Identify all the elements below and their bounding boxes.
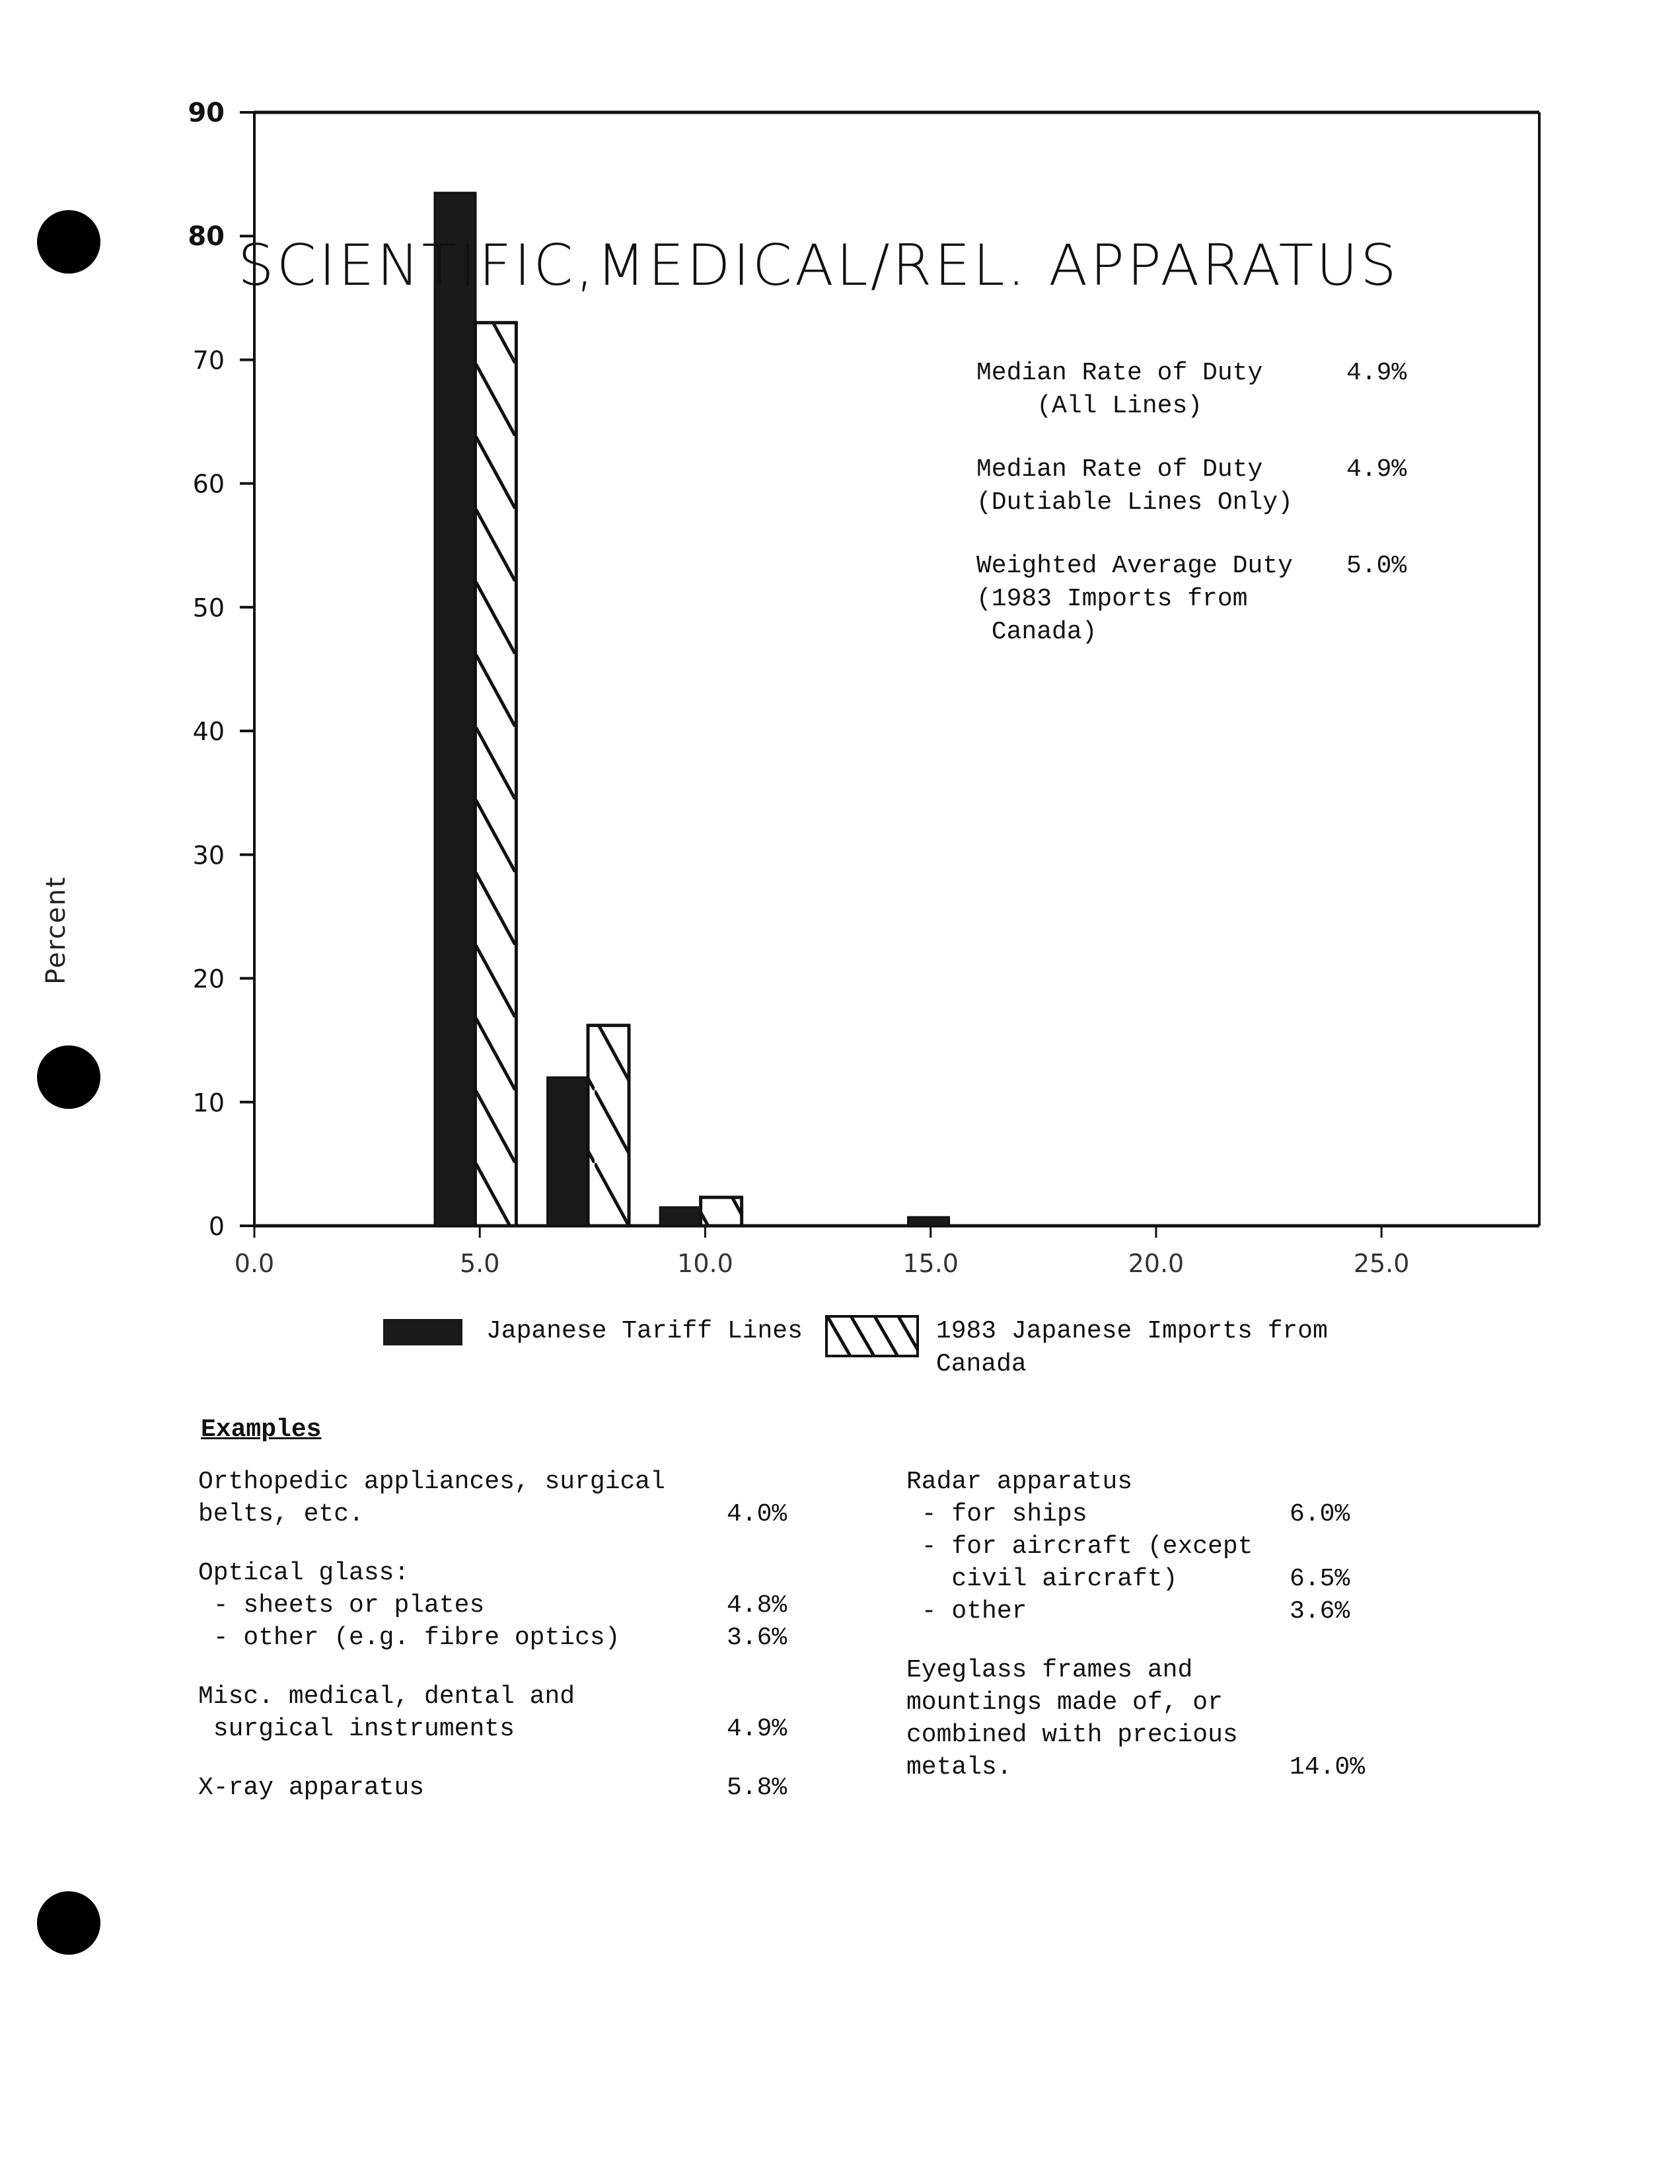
- bar-tariff-lines: [660, 1207, 701, 1226]
- y-tick-label: 30: [192, 841, 225, 870]
- example-line: [198, 1466, 793, 1498]
- y-tick-label: 20: [192, 964, 225, 994]
- summary-stat: [976, 550, 1439, 649]
- y-axis-label: Percent: [41, 876, 71, 985]
- example-text: - other (e.g. fibre optics): [198, 1624, 620, 1652]
- legend-swatch-tariff-lines: [383, 1319, 462, 1345]
- summary-stat-label: Median Rate of Duty (All Lines): [976, 359, 1263, 420]
- example-line: [906, 1595, 1448, 1628]
- summary-stat-value: 4.9%: [1346, 359, 1407, 387]
- example-line: [906, 1719, 1448, 1751]
- bar-imports: [588, 1026, 629, 1226]
- example-text: combined with precious: [906, 1721, 1238, 1749]
- example-group: [198, 1557, 793, 1654]
- y-tick-label: 40: [192, 717, 225, 747]
- example-rate: 6.0%: [1290, 1500, 1350, 1528]
- example-line: [906, 1530, 1448, 1563]
- example-group: [906, 1654, 1448, 1784]
- summary-stat-value: 5.0%: [1346, 552, 1407, 580]
- bar-imports: [701, 1197, 742, 1226]
- example-line: [198, 1589, 793, 1622]
- x-tick-label: 0.0: [234, 1249, 275, 1278]
- bars: [435, 193, 949, 1226]
- example-line: [906, 1654, 1448, 1686]
- example-text: X-ray apparatus: [198, 1774, 425, 1802]
- example-line: [198, 1498, 793, 1530]
- example-text: Orthopedic appliances, surgical: [198, 1468, 665, 1496]
- example-text: civil aircraft): [906, 1565, 1178, 1593]
- example-line: [198, 1772, 793, 1804]
- summary-stat: [976, 357, 1439, 423]
- examples-left-column: [198, 1466, 793, 1830]
- x-tick-label: 10.0: [677, 1249, 733, 1278]
- summary-stat-value: 4.9%: [1346, 455, 1407, 484]
- example-line: [198, 1713, 793, 1745]
- example-text: Optical glass:: [198, 1559, 410, 1587]
- x-tick-label: 5.0: [460, 1249, 500, 1278]
- examples-right-column: [906, 1466, 1448, 1810]
- example-rate: 3.6%: [727, 1624, 787, 1652]
- y-tick-label: 10: [192, 1088, 225, 1117]
- example-rate: 4.0%: [727, 1500, 787, 1528]
- example-text: - sheets or plates: [198, 1591, 485, 1620]
- example-rate: 5.8%: [727, 1774, 787, 1802]
- summary-stat-label: Median Rate of Duty (Dutiable Lines Only): [976, 455, 1293, 517]
- example-rate: 6.5%: [1290, 1565, 1350, 1593]
- example-text: belts, etc.: [198, 1500, 364, 1528]
- x-axis: [235, 1226, 1410, 1278]
- y-tick-label: 60: [192, 469, 225, 499]
- y-tick-label: 50: [192, 593, 225, 622]
- y-tick-label: 70: [192, 346, 225, 375]
- example-line: [198, 1557, 793, 1589]
- legend: [383, 1315, 1328, 1381]
- x-tick-label: 25.0: [1353, 1249, 1410, 1278]
- example-line: [906, 1686, 1448, 1719]
- example-line: [906, 1498, 1448, 1530]
- x-tick-label: 15.0: [902, 1249, 959, 1278]
- example-rate: 4.9%: [727, 1715, 787, 1743]
- bar-tariff-lines: [908, 1217, 949, 1226]
- example-rate: 3.6%: [1290, 1597, 1350, 1626]
- example-group: [906, 1466, 1448, 1628]
- examples-heading: Examples: [201, 1415, 322, 1444]
- example-text: Radar apparatus: [906, 1468, 1133, 1496]
- binder-hole-bottom: [37, 1891, 100, 1955]
- example-text: Eyeglass frames and: [906, 1656, 1193, 1684]
- example-group: [198, 1466, 793, 1530]
- legend-label-imports: 1983 Japanese Imports from Canada: [935, 1317, 1328, 1378]
- chart-title: SCIENTIFIC,MEDICAL/REL. APPARATUS: [238, 233, 1399, 299]
- x-tick-label: 20.0: [1128, 1249, 1185, 1278]
- summary-stat: [976, 453, 1439, 519]
- example-text: mountings made of, or: [906, 1688, 1223, 1717]
- example-line: [906, 1466, 1448, 1498]
- example-line: [198, 1680, 793, 1713]
- summary-stat-label: Weighted Average Duty (1983 Imports from Canada): [976, 552, 1293, 646]
- example-text: surgical instruments: [198, 1715, 515, 1743]
- y-tick-label: 80: [188, 221, 225, 252]
- example-line: [906, 1563, 1448, 1595]
- legend-swatch-imports: [825, 1315, 919, 1357]
- example-text: metals.: [906, 1753, 1012, 1782]
- y-tick-label: 0: [208, 1212, 225, 1241]
- example-text: Misc. medical, dental and: [198, 1682, 575, 1711]
- bar-tariff-lines: [548, 1077, 589, 1226]
- summary-stats: [976, 357, 1439, 679]
- example-line: [198, 1622, 793, 1654]
- bar-tariff-lines: [435, 193, 476, 1226]
- example-line: [906, 1751, 1448, 1784]
- example-group: [198, 1680, 793, 1745]
- example-text: - other: [906, 1597, 1027, 1626]
- example-rate: 4.8%: [727, 1591, 787, 1620]
- bar-imports: [475, 322, 516, 1226]
- y-tick-label: 90: [188, 98, 225, 128]
- example-rate: 14.0%: [1290, 1753, 1366, 1782]
- legend-label-tariff-lines: Japanese Tariff Lines: [486, 1317, 803, 1345]
- example-group: [198, 1772, 793, 1804]
- example-text: - for ships: [906, 1500, 1087, 1528]
- example-text: - for aircraft (except: [906, 1532, 1253, 1561]
